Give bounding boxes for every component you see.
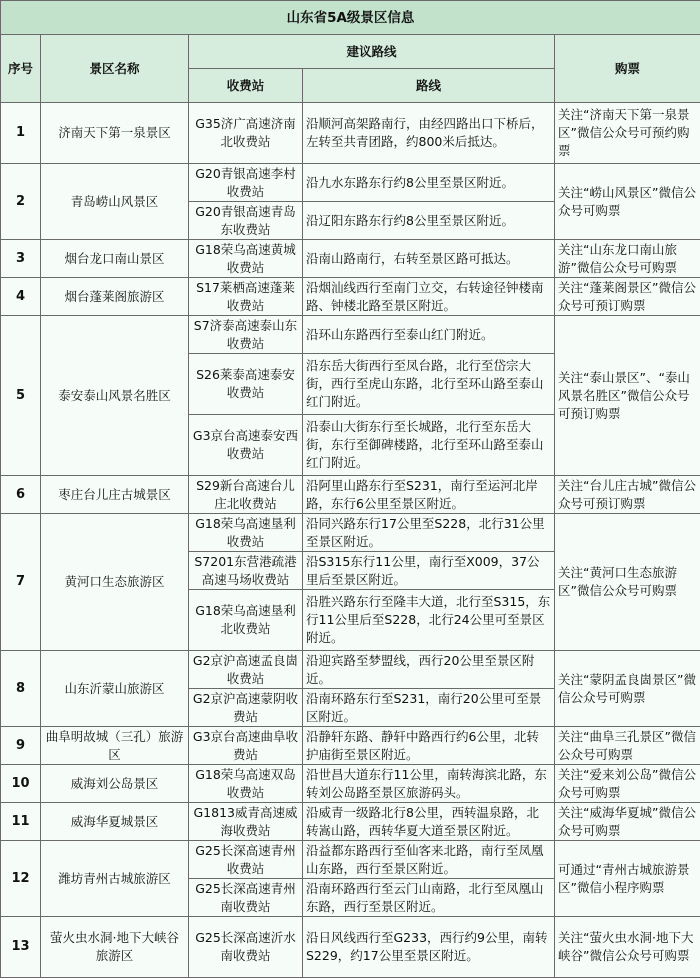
toll-station: G3京台高速泰安西收费站	[189, 415, 303, 476]
scenic-name: 曲阜明故城（三孔）旅游区	[41, 727, 189, 765]
row-number: 1	[1, 103, 41, 164]
table-row	[1, 514, 700, 552]
toll-station: G25长深高速青州收费站	[189, 841, 303, 879]
route-desc: 沿S315东行11公里，南行至X009，37公里后至景区附近。	[303, 552, 555, 590]
scenic-name: 烟台蓬莱阁旅游区	[41, 278, 189, 316]
row-number: 8	[1, 651, 41, 727]
route-desc: 沿日风线西行至G233，西行约9公里，南转S229，约17公里至景区附近。	[303, 917, 555, 978]
row-number: 5	[1, 316, 41, 476]
ticket-info: 关注“萤火虫水洞·地下大峡谷”微信公众号可购票	[555, 917, 700, 978]
row-number: 4	[1, 278, 41, 316]
route-desc: 沿威青一级路北行8公里，西转温泉路，北转嵩山路，西转华夏大道至景区附近。	[303, 803, 555, 841]
header-name: 景区名称	[41, 35, 189, 103]
scenic-name: 烟台龙口南山景区	[41, 240, 189, 278]
ticket-info: 关注“台儿庄古城”微信公众号可预订购票	[555, 476, 700, 514]
route-desc: 沿胜兴路东行至隆丰大道，北行至S315，东行11公里后至S228，北行24公里可至景区附近。	[303, 590, 555, 651]
toll-station: G2京沪高速孟良崮收费站	[189, 651, 303, 689]
toll-station: G20青银高速青岛东收费站	[189, 202, 303, 240]
route-desc: 沿南环路西行至云门山南路，北行至凤凰山东路，西行至景区附近。	[303, 879, 555, 917]
toll-station: G18荣乌高速垦利北收费站	[189, 590, 303, 651]
route-desc: 沿烟汕线西行至南门立交，右转途径钟楼南路、钟楼北路至景区附近。	[303, 278, 555, 316]
table-row	[1, 316, 700, 354]
route-desc: 沿益都东路西行至仙客来北路，南行至凤凰山东路，西行至景区附近。	[303, 841, 555, 879]
route-desc: 沿南山路南行，右转至景区路可抵达。	[303, 240, 555, 278]
ticket-info: 关注“曲阜三孔景区”微信公众号可购票	[555, 727, 700, 765]
ticket-info: 关注“山东龙口南山旅游”微信公众号可购票	[555, 240, 700, 278]
route-desc: 沿南环路东行至S231，南行20公里可至景区附近。	[303, 689, 555, 727]
toll-station: S26莱泰高速泰安收费站	[189, 354, 303, 415]
scenic-name: 泰安泰山风景名胜区	[41, 316, 189, 476]
scenic-name: 威海华夏城景区	[41, 803, 189, 841]
table-row	[1, 765, 700, 803]
toll-station: S17莱栖高速蓬莱收费站	[189, 278, 303, 316]
header-no: 序号	[1, 35, 41, 103]
ticket-info: 关注“蓬莱阁景区”微信公众号可预订购票	[555, 278, 700, 316]
row-number: 7	[1, 514, 41, 651]
scenic-name: 青岛崂山风景区	[41, 164, 189, 240]
route-desc: 沿九水东路东行约8公里至景区附近。	[303, 164, 555, 202]
toll-station: S29新台高速台儿庄北收费站	[189, 476, 303, 514]
row-number: 9	[1, 727, 41, 765]
ticket-info: 关注“威海华夏城”微信公众号可购票	[555, 803, 700, 841]
table-row	[1, 103, 700, 164]
route-desc: 沿环山东路西行至泰山红门附近。	[303, 316, 555, 354]
ticket-info: 关注“济南天下第一泉景区”微信公众号可预约购票	[555, 103, 700, 164]
route-desc: 沿顺河高架路南行，由经四路出口下桥后，左转至共青团路，约800米后抵达。	[303, 103, 555, 164]
route-desc: 沿泰山大街东行至长城路，北行至东岳大街，东行至御碑楼路，北行至环山路至泰山红门附近。	[303, 415, 555, 476]
scenic-name: 萤火虫水洞·地下大峡谷旅游区	[41, 917, 189, 978]
toll-station: G18荣乌高速双岛收费站	[189, 765, 303, 803]
row-number: 13	[1, 917, 41, 978]
ticket-info: 关注“蒙阴孟良崮景区”微信公众号可购票	[555, 651, 700, 727]
table-row	[1, 476, 700, 514]
toll-station: S7济泰高速泰山东收费站	[189, 316, 303, 354]
table-row	[1, 727, 700, 765]
row-number: 6	[1, 476, 41, 514]
table-row	[1, 651, 700, 689]
scenic-name: 山东沂蒙山旅游区	[41, 651, 189, 727]
table-title: 山东省5A级景区信息	[1, 1, 700, 35]
route-desc: 沿世昌大道东行11公里，南转海滨北路，东转刘公岛路至景区旅游码头。	[303, 765, 555, 803]
toll-station: G18荣乌高速垦利收费站	[189, 514, 303, 552]
route-desc: 沿同兴路东行17公里至S228，北行31公里至景区附近。	[303, 514, 555, 552]
table-row	[1, 278, 700, 316]
row-number: 12	[1, 841, 41, 917]
table-row	[1, 164, 700, 202]
toll-station: G2京沪高速蒙阴收费站	[189, 689, 303, 727]
route-desc: 沿辽阳东路东行约8公里至景区附近。	[303, 202, 555, 240]
ticket-info: 关注“崂山风景区”微信公众号可购票	[555, 164, 700, 240]
scenic-name: 济南天下第一泉景区	[41, 103, 189, 164]
scenic-name: 黄河口生态旅游区	[41, 514, 189, 651]
header-buy: 购票	[555, 35, 700, 103]
scenic-name: 威海刘公岛景区	[41, 765, 189, 803]
toll-station: G20青银高速李村收费站	[189, 164, 303, 202]
route-desc: 沿静轩东路、静轩中路西行约6公里，北转护庙街至景区附近。	[303, 727, 555, 765]
toll-station: G35济广高速济南北收费站	[189, 103, 303, 164]
table-row	[1, 917, 700, 978]
table-row	[1, 240, 700, 278]
table-row	[1, 841, 700, 879]
toll-station: G25长深高速沂水南收费站	[189, 917, 303, 978]
route-desc: 沿迎宾路至梦盟线，西行20公里至景区附近。	[303, 651, 555, 689]
toll-station: G3京台高速曲阜收费站	[189, 727, 303, 765]
scenic-name: 潍坊青州古城旅游区	[41, 841, 189, 917]
ticket-info: 关注“爱来刘公岛”微信公众号可购票	[555, 765, 700, 803]
toll-station: G1813威青高速威海收费站	[189, 803, 303, 841]
toll-station: G18荣乌高速黄城收费站	[189, 240, 303, 278]
header-toll: 收费站	[189, 69, 303, 103]
row-number: 3	[1, 240, 41, 278]
header-route-group: 建议路线	[189, 35, 555, 69]
header-route: 路线	[303, 69, 555, 103]
route-desc: 沿东岳大街西行至凤台路，北行至岱宗大街，西行至虎山东路，北行至环山路至泰山红门附近。	[303, 354, 555, 415]
ticket-info: 关注“泰山景区”、“泰山风景名胜区”微信公众号可预订购票	[555, 316, 700, 476]
route-desc: 沿阿里山路东行至S231，南行至运河北岸路，东行6公里至景区附近。	[303, 476, 555, 514]
table-body	[1, 103, 700, 978]
scenic-name: 枣庄台儿庄古城景区	[41, 476, 189, 514]
row-number: 11	[1, 803, 41, 841]
row-number: 2	[1, 164, 41, 240]
toll-station: G25长深高速青州南收费站	[189, 879, 303, 917]
ticket-info: 可通过“青州古城旅游景区”微信小程序购票	[555, 841, 700, 917]
toll-station: S7201东营港疏港高速马场收费站	[189, 552, 303, 590]
ticket-info: 关注“黄河口生态旅游区”微信公众号可购票	[555, 514, 700, 651]
table-row	[1, 803, 700, 841]
row-number: 10	[1, 765, 41, 803]
